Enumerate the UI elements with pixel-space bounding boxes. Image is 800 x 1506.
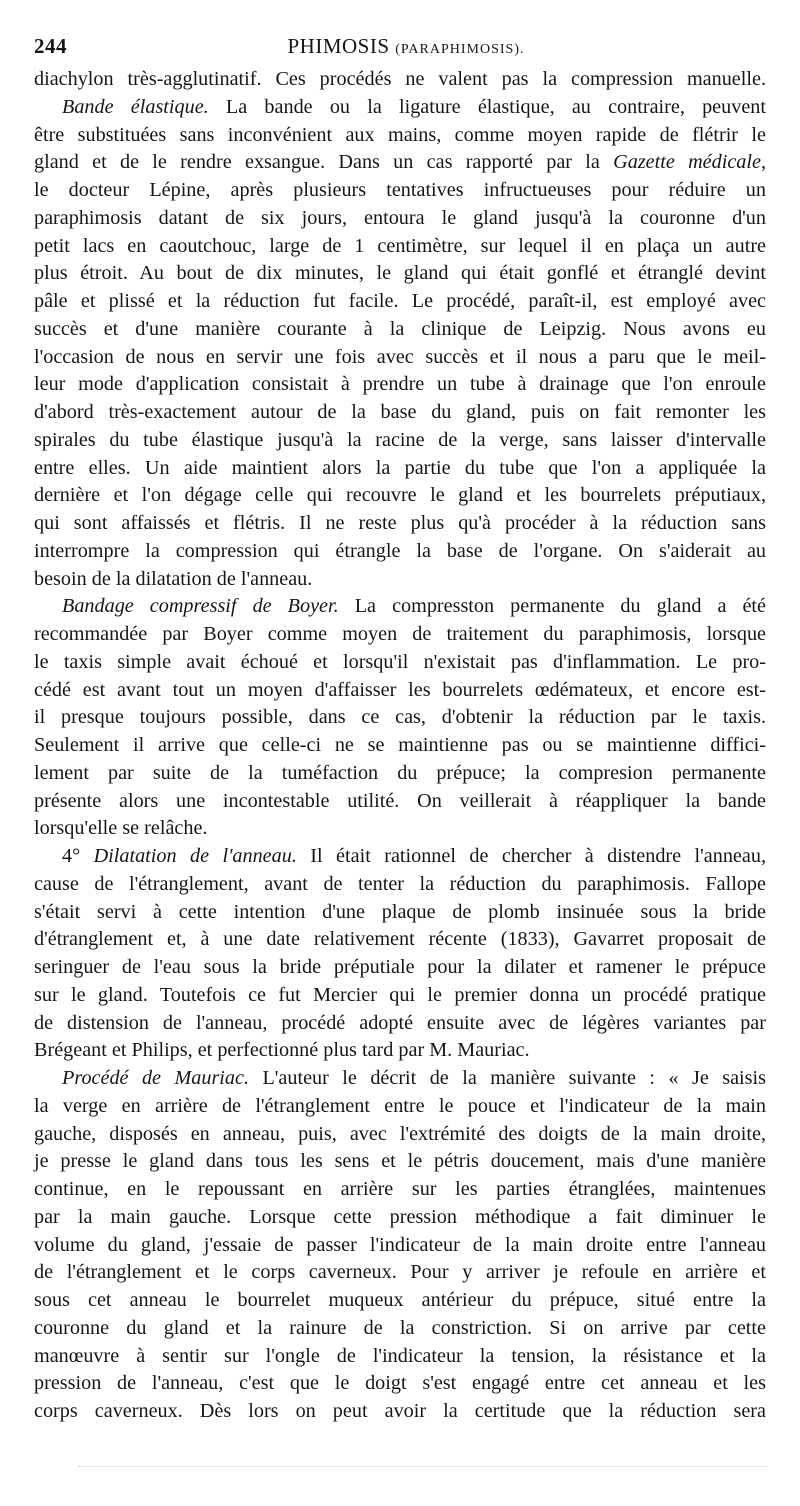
- line-text: gland et de le rendre exsangue. Dans un cas rapporté par la: [34, 151, 614, 174]
- text-line: [34, 788, 766, 816]
- line-text: besoin de la dilatation de l'anneau.: [34, 567, 313, 590]
- italic-title: Gazette médicale: [613, 151, 761, 174]
- line-text: sous cet anneau le bourrelet muqueux antérieur du prépuce, situé entre la: [34, 1289, 766, 1311]
- line-text: la verge en arrière de l'étranglement entre le pouce et l'indicateur de la main: [34, 1094, 766, 1117]
- text-line: [34, 1065, 766, 1093]
- body-text: [34, 66, 766, 1426]
- line-text: pression de l'anneau, c'est que le doigt s'est engagé entre cet anneau et les: [34, 1372, 766, 1395]
- text-line: [34, 149, 766, 177]
- line-text: Seulement il arrive que celle-ci ne se maintienne pas ou se maintienne diffici-: [34, 734, 766, 756]
- line-text: leur mode d'application consistait à prendre un tube à drainage que l'on enroule: [34, 373, 766, 396]
- line-text: par la main gauche. Lorsque cette pression méthodique a fait diminuer le: [34, 1205, 766, 1228]
- text-line: [34, 122, 766, 150]
- text-line: [34, 1287, 766, 1315]
- line-text: gauche, disposés en anneau, puis, avec l'extrémité des doigts de la main droite,: [34, 1122, 766, 1145]
- text-line: [34, 1232, 766, 1260]
- line-text: le taxis simple avait échoué et lorsqu'il n'existait pas d'inflammation. Le pro-: [34, 650, 766, 673]
- paragraph-heading: Bandage compressif de Boyer.: [62, 595, 339, 618]
- text-line: [34, 760, 766, 788]
- line-text: qui sont affaissés et flétris. Il ne reste plus qu'à procéder à la réduction sans: [34, 512, 766, 534]
- text-line: [34, 871, 766, 899]
- paragraph-heading: Bande élastique.: [62, 95, 209, 118]
- line-text: L'auteur le décrit de la manière suivante : « Je saisis: [249, 1067, 766, 1089]
- line-text: plus étroit. Au bout de dix minutes, le gland qui était gonflé et étranglé devint: [34, 262, 766, 285]
- text-line: [34, 510, 766, 538]
- text-line: [34, 1121, 766, 1149]
- text-line: [34, 1148, 766, 1176]
- line-text: de l'étranglement et le corps caverneux. Pour y arriver je refoule en arrière et: [34, 1261, 766, 1284]
- line-text: je presse le gland dans tous les sens et le pétris doucement, mais d'une manière: [34, 1150, 766, 1173]
- text-line: [34, 732, 766, 760]
- text-line: [34, 677, 766, 705]
- line-text: couronne du gland et la rainure de la constriction. Si on arrive par cette: [34, 1316, 766, 1339]
- text-line: [34, 427, 766, 455]
- line-text: seringuer de l'eau sous la bride préputiale pour la dilater et ramener le prépuce: [34, 956, 766, 978]
- line-text: présente alors une incontestable utilité. On veillerait à réappliquer la bande: [34, 789, 766, 812]
- line-text: de distension de l'anneau, procédé adopté ensuite avec de légères variantes par: [34, 1011, 766, 1034]
- line-text: s'était servi à cette intention d'une plaque de plomb insinuée sous la bride: [34, 900, 766, 923]
- text-line: [34, 649, 766, 677]
- line-text: interrompre la compression qui étrangle la base de l'organe. On s'aiderait au: [34, 539, 766, 562]
- text-line: [34, 1343, 766, 1371]
- text-line: [34, 344, 766, 372]
- line-text: volume du gland, j'essaie de passer l'indicateur de la main droite entre l'anneau: [34, 1233, 766, 1256]
- text-line: [34, 843, 766, 871]
- text-line: [34, 899, 766, 927]
- line-text: Il était rationnel de chercher à distendre l'anneau,: [296, 845, 766, 867]
- running-head-subtitle: (PARAPHIMOSIS).: [395, 42, 525, 57]
- line-text: l'occasion de nous en servir une fois avec succès et il nous a paru que le meil-: [34, 345, 766, 368]
- line-text: recommandée par Boyer comme moyen de traitement du paraphimosis, lorsque: [34, 623, 766, 645]
- text-line: [34, 205, 766, 233]
- line-text: pâle et plissé et la réduction fut facile. Le procédé, paraît-il, est employé avec: [34, 290, 766, 312]
- text-line: [34, 1204, 766, 1232]
- text-line: [34, 621, 766, 649]
- line-text: entre elles. Un aide maintient alors la partie du tube que l'on a appliquée la: [34, 456, 766, 479]
- text-line: [34, 566, 766, 594]
- line-text: lorsqu'elle se relâche.: [34, 817, 208, 840]
- line-text: La compresston permanente du gland a été: [338, 595, 766, 618]
- line-text: cédé est avant tout un moyen d'affaisser les bourrelets œdémateux, et encore est-: [34, 678, 766, 701]
- line-text: d'abord très-exactement autour de la base du gland, puis on fait remonter les: [34, 401, 766, 423]
- line-text: être substituées sans inconvénient aux mains, comme moyen rapide de flétrir le: [34, 123, 766, 146]
- text-line: [34, 538, 766, 566]
- paragraph-heading: Procédé de Mauriac.: [62, 1067, 250, 1089]
- text-line: [34, 1398, 766, 1426]
- text-line: [34, 1093, 766, 1121]
- text-line: [34, 260, 766, 288]
- line-text: il presque toujours possible, dans ce cas, d'obtenir la réduction par le taxis.: [34, 706, 766, 729]
- line-text: continue, en le repoussant en arrière sur les parties étranglées, maintenues: [34, 1178, 766, 1200]
- section-number: 4°: [62, 845, 94, 867]
- line-text: manœuvre à sentir sur l'ongle de l'indicateur la tension, la résistance et la: [34, 1344, 766, 1367]
- running-head: [34, 34, 778, 59]
- line-text: diachylon très-agglutinatif. Ces procédés ne valent pas la compression manuelle.: [34, 68, 766, 90]
- line-text: le docteur Lépine, après plusieurs tentatives infructueuses pour réduire un: [34, 179, 766, 201]
- text-line: [34, 316, 766, 344]
- paragraph-heading: Dilatation de l'anneau.: [93, 845, 297, 867]
- text-line: [34, 233, 766, 261]
- text-line: [34, 94, 766, 122]
- text-line: [34, 954, 766, 982]
- text-line: [34, 1037, 766, 1065]
- text-line: [34, 1176, 766, 1204]
- page-header: [34, 34, 778, 64]
- text-line: [34, 455, 766, 483]
- line-text-tail: ,: [760, 151, 766, 174]
- line-text: corps caverneux. Dès lors on peut avoir la certitude que la réduction sera: [34, 1400, 766, 1422]
- text-line: [34, 704, 766, 732]
- text-line: [34, 593, 766, 621]
- text-line: [34, 66, 766, 94]
- line-text: sur le gland. Toutefois ce fut Mercier qui le premier donna un procédé pratique: [34, 983, 766, 1006]
- line-text: La bande ou la ligature élastique, au contraire, peuvent: [208, 95, 766, 118]
- text-line: [34, 482, 766, 510]
- text-line: [34, 177, 766, 205]
- text-line: [34, 1370, 766, 1398]
- text-line: [34, 815, 766, 843]
- line-text: d'étranglement et, à une date relativement récente (1833), Gavarret proposait de: [34, 928, 766, 951]
- text-line: [34, 1259, 766, 1287]
- running-head-title: PHIMOSIS: [287, 34, 390, 58]
- line-text: dernière et l'on dégage celle qui recouvre le gland et les bourrelets préputiaux,: [34, 484, 766, 507]
- line-text: succès et d'une manière courante à la clinique de Leipzig. Nous avons eu: [34, 317, 766, 340]
- line-text: lement par suite de la tuméfaction du prépuce; la compresion permanente: [34, 761, 766, 784]
- line-text: paraphimosis datant de six jours, entoura le gland jusqu'à la couronne d'un: [34, 206, 766, 229]
- text-line: [34, 926, 766, 954]
- text-line: [34, 288, 766, 316]
- line-text: petit lacs en caoutchouc, large de 1 centimètre, sur lequel il en plaça un autre: [34, 234, 766, 257]
- text-line: [34, 371, 766, 399]
- text-line: [34, 982, 766, 1010]
- page-bottom-marks: [78, 1466, 768, 1475]
- line-text: cause de l'étranglement, avant de tenter la réduction du paraphimosis. Fallope: [34, 872, 766, 895]
- text-line: [34, 1010, 766, 1038]
- page-number: 244: [34, 34, 67, 58]
- line-text: spirales du tube élastique jusqu'à la racine de la verge, sans laisser d'intervalle: [34, 428, 766, 451]
- line-text: Brégeant et Philips, et perfectionné plus tard par M. Mauriac.: [34, 1039, 530, 1062]
- text-line: [34, 399, 766, 427]
- text-line: [34, 1315, 766, 1343]
